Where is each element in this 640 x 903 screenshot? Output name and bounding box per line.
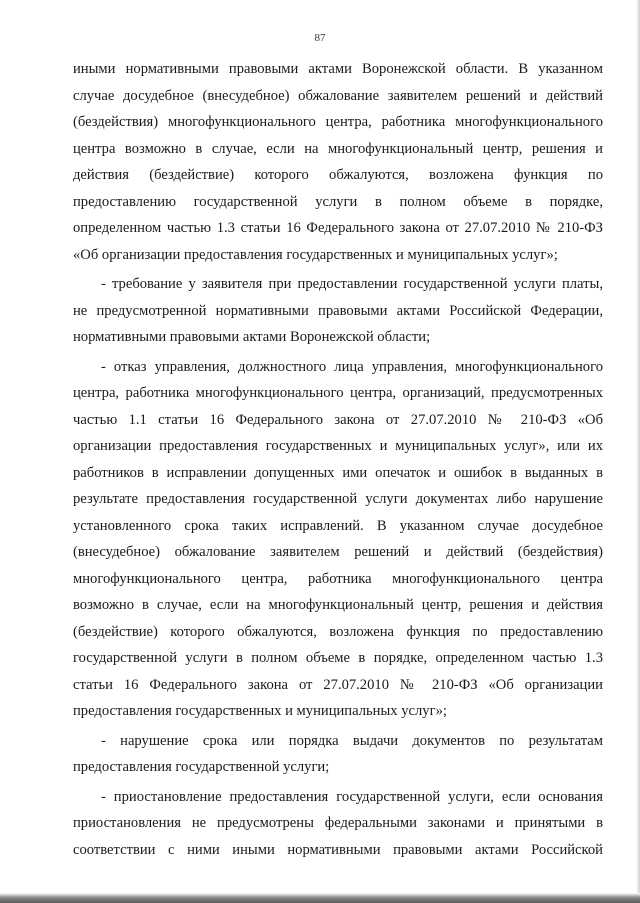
document-body	[73, 56, 603, 863]
text-line: (бездействие) которого обжалуются, возложена функция по предоставлению	[73, 623, 603, 640]
scan-edge-right	[636, 0, 640, 903]
text-line: «Об организации предоставления государственных и муниципальных услуг»;	[73, 246, 558, 263]
text-line: работников в исправлении допущенных ими опечаток и ошибок в выданных в	[73, 464, 603, 481]
text-line: предоставления государственной услуги;	[73, 759, 330, 775]
text-line: центра возможно в случае, если на многофункциональный центр, решения и	[73, 140, 603, 157]
text-line: (бездействия) многофункционального центра, работника многофункционального	[73, 114, 603, 130]
text-line: - отказ управления, должностного лица управления, многофункционального	[101, 358, 603, 375]
text-line: соответствии с ними иными нормативными правовыми актами Российской	[73, 841, 603, 858]
text-line: нормативными правовыми актами Воронежской области;	[73, 329, 431, 345]
text-line: результате предоставления государственной услуги документах либо нарушение	[73, 491, 603, 507]
text-line: центра, работника многофункционального центра, организаций, предусмотренных	[73, 385, 603, 401]
text-line: случае досудебное (внесудебное) обжалование заявителем решений и действий	[73, 87, 603, 104]
text-line: - приостановление предоставления государственной услуги, если основания	[101, 788, 603, 805]
text-line: приостановления не предусмотрены федеральными законами и принятыми в	[73, 815, 603, 831]
text-line: предоставления государственных и муниципальных услуг»;	[73, 703, 447, 719]
text-line: статьи 16 Федерального закона от 27.07.2010 № 210-ФЗ «Об организации	[73, 676, 603, 693]
text-line: - нарушение срока или порядка выдачи документов по результатам	[101, 732, 603, 749]
text-line: - требование у заявителя при предоставлении государственной услуги платы,	[101, 276, 603, 292]
text-line: частью 1.1 статьи 16 Федерального закона от 27.07.2010 № 210-ФЗ «Об	[73, 411, 603, 428]
text-line: иными нормативными правовыми актами Воронежской области. В указанном	[73, 61, 603, 77]
text-line: предоставлению государственной услуги в полном объеме в порядке,	[73, 193, 603, 210]
text-line: (внесудебное) обжалование заявителем решений и действий (бездействия)	[73, 544, 603, 560]
text-line: действия (бездействие) которого обжалуются, возложена функция по	[73, 167, 603, 183]
text-line: не предусмотренной нормативными правовыми актами Российской Федерации,	[73, 302, 603, 319]
text-line: установленного срока таких исправлений. В указанном случае досудебное	[73, 517, 603, 534]
text-line: многофункционального центра, работника многофункционального центра	[73, 570, 603, 587]
scan-edge-bottom	[0, 893, 640, 903]
text-line: определенном частью 1.3 статьи 16 Федерального закона от 27.07.2010 № 210-ФЗ	[73, 220, 603, 236]
page-number: 87	[314, 32, 326, 44]
text-line: организации предоставления государственных и муниципальных услуг», или их	[73, 438, 603, 454]
text-line: возможно в случае, если на многофункциональный центр, решения и действия	[73, 597, 603, 613]
text-line: государственной услуги в полном объеме в порядке, определенном частью 1.3	[73, 650, 603, 666]
